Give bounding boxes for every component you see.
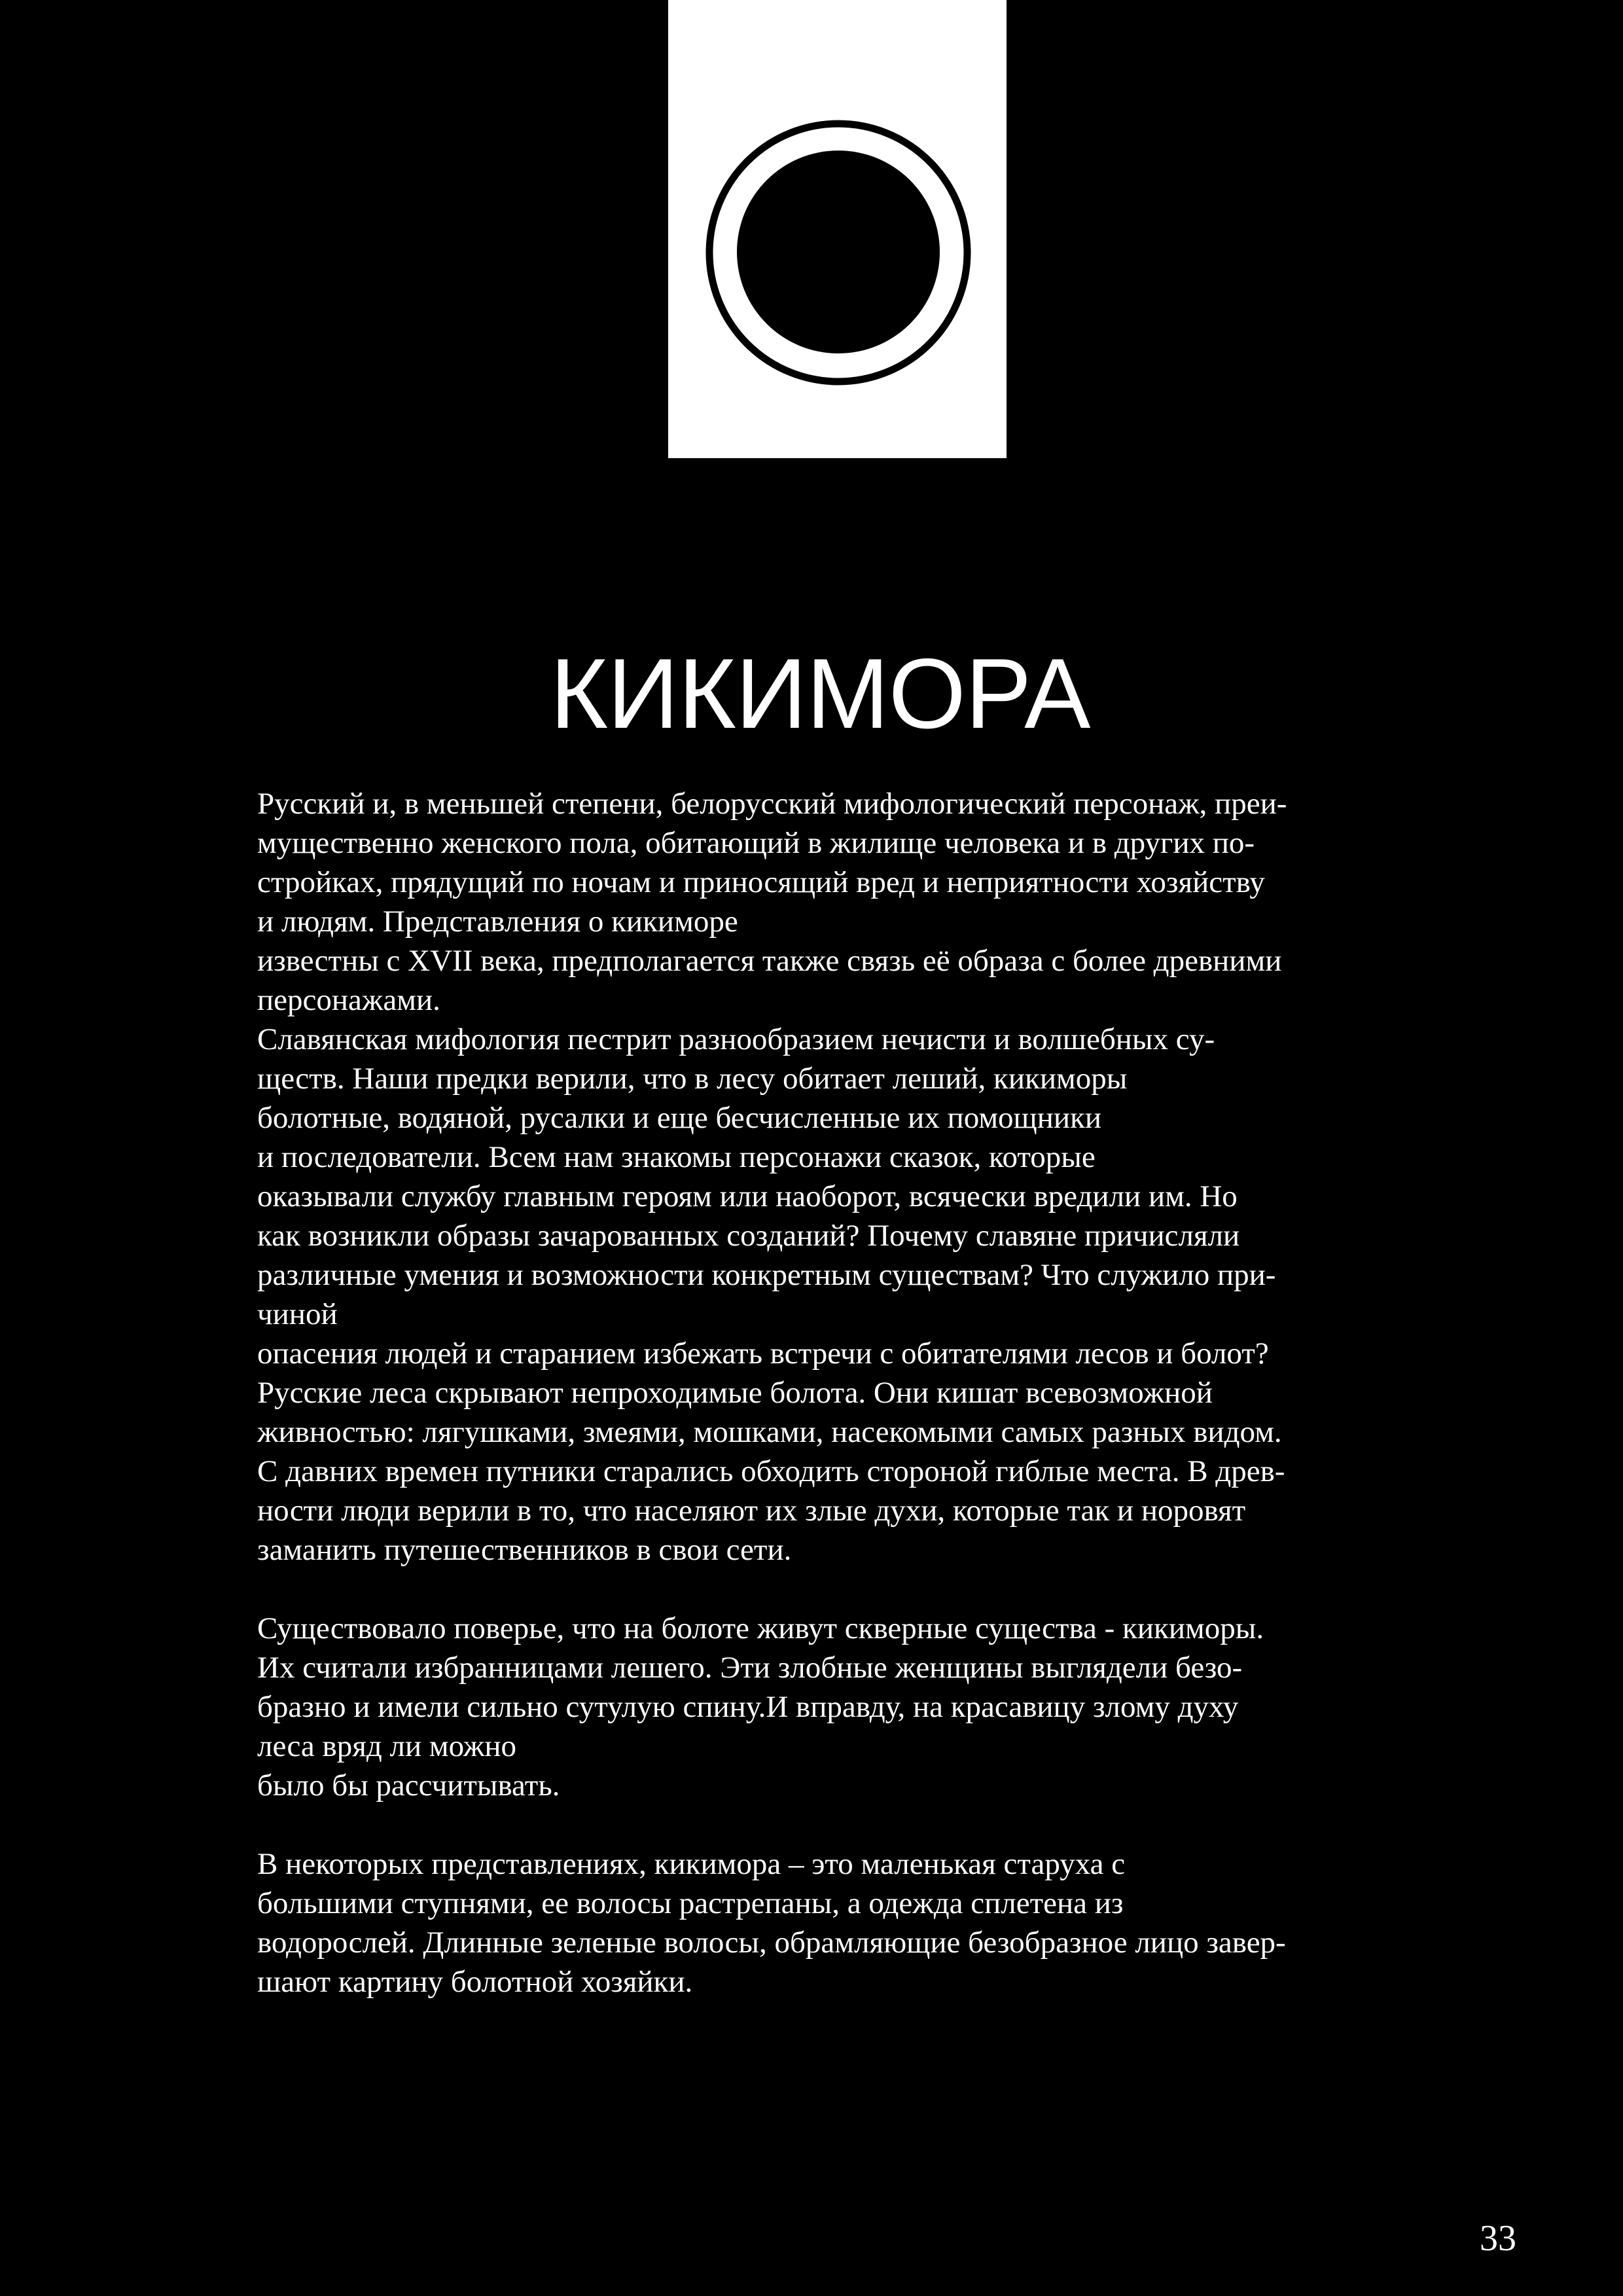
text-line: живностью: лягушками, змеями, мошками, насекомыми самых разных видом.	[257, 1415, 1282, 1449]
text-line: ности люди верили в то, что населяют их злые духи, которые так и норовят	[257, 1494, 1246, 1528]
circle-emblem-icon	[668, 0, 1007, 458]
text-line: Русские леса скрывают непроходимые болота. Они кишат всевозможной	[257, 1376, 1213, 1410]
text-line: болотные, водяной, русалки и еще бесчисленные их помощники	[257, 1101, 1102, 1135]
paragraph-gap	[257, 1570, 1394, 1609]
text-line: Существовало поверье, что на болоте живут скверные существа - кикиморы.	[257, 1611, 1264, 1645]
text-line: персонажами.	[257, 983, 440, 1017]
publisher-emblem	[668, 0, 1007, 458]
text-line: В некоторых представлениях, кикимора – это маленькая старуха с	[257, 1847, 1126, 1881]
text-line: Славянская мифология пестрит разнообразием нечисти и волшебных су-	[257, 1022, 1215, 1056]
text-line: опасения людей и старанием избежать встречи с обитателями лесов и болот?	[257, 1336, 1269, 1371]
text-line: мущественно женского пола, обитающий в жилище человека и в других по-	[257, 826, 1255, 860]
text-line: было бы рассчитывать.	[257, 1768, 560, 1803]
text-line: как возникли образы зачарованных созданий? Почему славяне причисляли	[257, 1219, 1240, 1253]
text-line: различные умения и возможности конкретным существам? Что служило при-	[257, 1258, 1276, 1292]
emblem-inner-disc	[737, 151, 940, 353]
text-line: и последователи. Всем нам знакомы персонажи сказок, которые	[257, 1140, 1096, 1174]
text-line: С давних времен путники старались обходить стороной гиблые места. В древ-	[257, 1454, 1285, 1488]
text-line: большими ступнями, ее волосы растрепаны, а одежда сплетена из	[257, 1886, 1124, 1920]
page-number: 33	[1480, 2218, 1516, 2259]
text-line: чиной	[257, 1297, 338, 1331]
text-line: водорослей. Длинные зеленые волосы, обрамляющие безобразное лицо завер-	[257, 1926, 1286, 1960]
text-line: стройках, прядущий по ночам и приносящий вред и неприятности хозяйству	[257, 865, 1265, 899]
article-text	[257, 784, 1394, 2001]
text-line: ществ. Наши предки верили, что в лесу обитает леший, кикиморы	[257, 1062, 1128, 1096]
text-line: бразно и имели сильно сутулую спину.И вправду, на красавицу злому духу	[257, 1690, 1239, 1724]
page-title: КИКИМОРА	[550, 638, 1090, 749]
paragraph-gap	[257, 1805, 1394, 1844]
text-line: известны с XVII века, предполагается также связь её образа с более древними	[257, 944, 1282, 978]
text-line: и людям. Представления о кикиморе	[257, 905, 738, 939]
text-line: заманить путешественников в свои сети.	[257, 1533, 792, 1567]
text-line: шают картину болотной хозяйки.	[257, 1965, 693, 1999]
text-line: оказывали службу главным героям или наоборот, всячески вредили им. Но	[257, 1179, 1238, 1213]
text-line: леса вряд ли можно	[257, 1729, 517, 1763]
text-line: Их считали избранницами лешего. Эти злобные женщины выглядели безо-	[257, 1651, 1243, 1685]
text-line: Русский и, в меньшей степени, белорусский мифологический персонаж, преи-	[257, 787, 1287, 821]
